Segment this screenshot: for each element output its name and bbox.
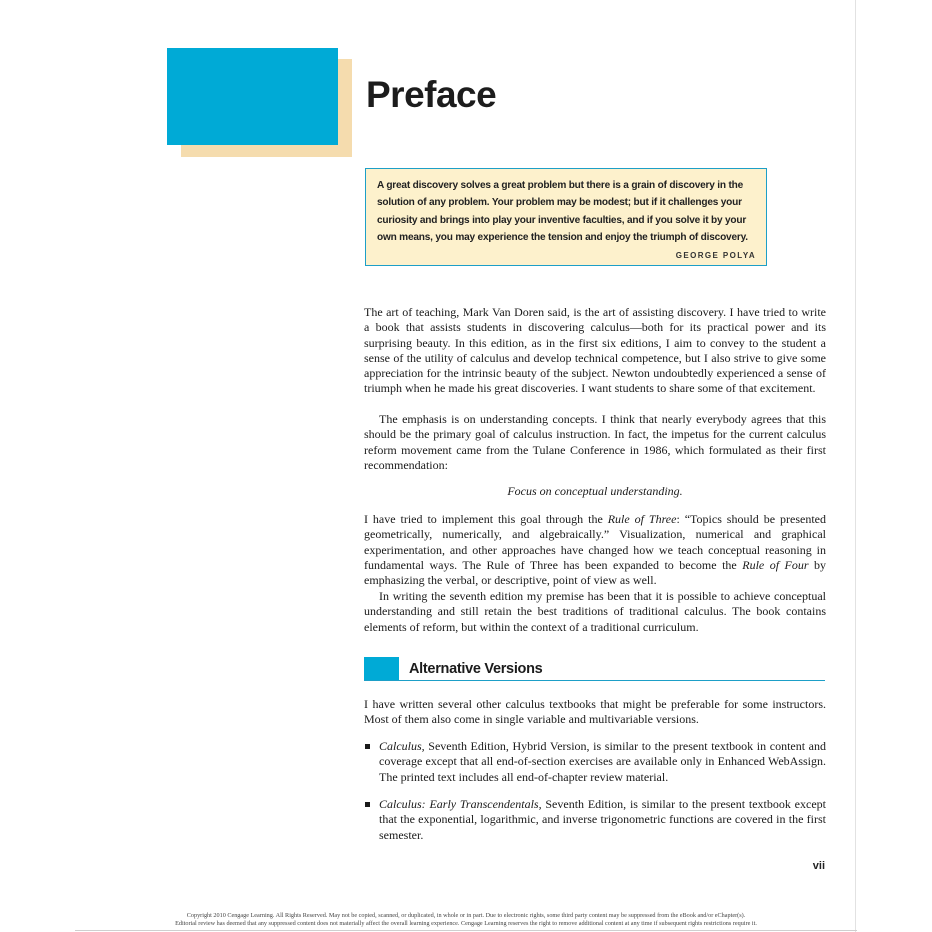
versions-list [364, 739, 826, 785]
title-decoration-blue [167, 48, 338, 145]
rule-of-four: Rule of Four [742, 557, 809, 572]
book-description: Seventh Edition, is similar to the present textbook except that the exponential, logarithmic, and inverse trigonometric functions are covered in the first semester. [379, 797, 826, 842]
rule-of-three: Rule of Three [607, 512, 677, 526]
epigraph-box [365, 168, 767, 266]
copyright-line-1: Copyright 2010 Cengage Learning. All Rights Reserved. May not be copied, scanned, or duplicated, in whole or in part. Due to electronic rights, some third party content may be suppressed from the eBook and/or eChapter(s). [186, 912, 746, 919]
list-item [364, 739, 826, 785]
epigraph-text: A great discovery solves a great problem but there is a grain of discovery in the solution of any problem. Your problem may be modest; but if it challenges your curiosity and brings into play your inventive faculties, and if you solve it by your own means, you may experience the tension and enjoy the triumph of discovery. [377, 180, 748, 244]
paragraph-3-start: I have tried to implement this goal through the [364, 512, 608, 526]
section-heading: Alternative Versions [409, 661, 543, 677]
versions-list-continued [364, 797, 826, 843]
epigraph-author: GEORGE POLYA [675, 251, 756, 260]
paragraph-3-middle: : “Topics should be presented geometrically, numerically, and algebraically.” Visualization, numerical and graphical experimentation, and other approaches have changed how we teach conceptual reasoning in fundamental ways. The Rule of Three has been expanded to become the [364, 512, 826, 572]
book-title: Calculus, [379, 739, 425, 753]
focus-statement: Focus on conceptual understanding. [507, 484, 683, 498]
book-title: Calculus: Early Transcendentals, [379, 797, 542, 811]
page-title: Preface [366, 74, 497, 115]
bullet-square-icon [365, 744, 370, 749]
section-rule [364, 680, 825, 681]
paragraph-4: In writing the seventh edition my premise has been that it is possible to achieve conceptual understanding and still retain the best traditions of traditional calculus. The book contains elements of reform, but within the context of a traditional curriculum. [364, 589, 826, 634]
page-edge [855, 0, 856, 932]
section-intro: I have written several other calculus textbooks that might be preferable for some instructors. Most of them also come in single variable and multivariable versions. [364, 697, 826, 727]
paragraph-2: The emphasis is on understanding concepts. I think that nearly everybody agrees that this should be the primary goal of calculus instruction. In fact, the impetus for the current calculus reform movement came from the Tulane Conference in 1986, which formulated as their first recommendation: [364, 412, 826, 472]
paragraph-1: The art of teaching, Mark Van Doren said, is the art of assisting discovery. I have tried to write a book that assists students in discovering calculus—both for its practical power and its surprising beauty. In this edition, as in the first six editions, I aim to convey to the student a sense of the utility of calculus and develop technical competence, but I also strive to give some appreciation for the intrinsic beauty of the subject. Newton undoubtedly experienced a sense of triumph when he made his great discoveries. I want students to share some of that excitement. [364, 305, 826, 396]
book-description: Seventh Edition, Hybrid Version, is similar to the present textbook in content and coverage except that all end-of-section exercises are available only in Enhanced WebAssign. The printed text includes all end-of-chapter review material. [379, 739, 826, 784]
page-number: vii [812, 860, 825, 872]
list-item [364, 797, 826, 843]
bullet-square-icon [365, 802, 370, 807]
copyright-line-2: Editorial review has deemed that any suppressed content does not materially affect the overall learning experience. Cengage Learning reserves the right to remove additional content at any time if subsequent rights restrictions require it. [175, 920, 757, 928]
bottom-rule [75, 930, 857, 931]
paragraph-3-end: by emphasizing the verbal, or descriptive, point of view as well. [364, 557, 827, 588]
copyright-notice [75, 912, 857, 928]
paragraph-3 [364, 512, 826, 588]
section-heading-marker [364, 657, 399, 681]
